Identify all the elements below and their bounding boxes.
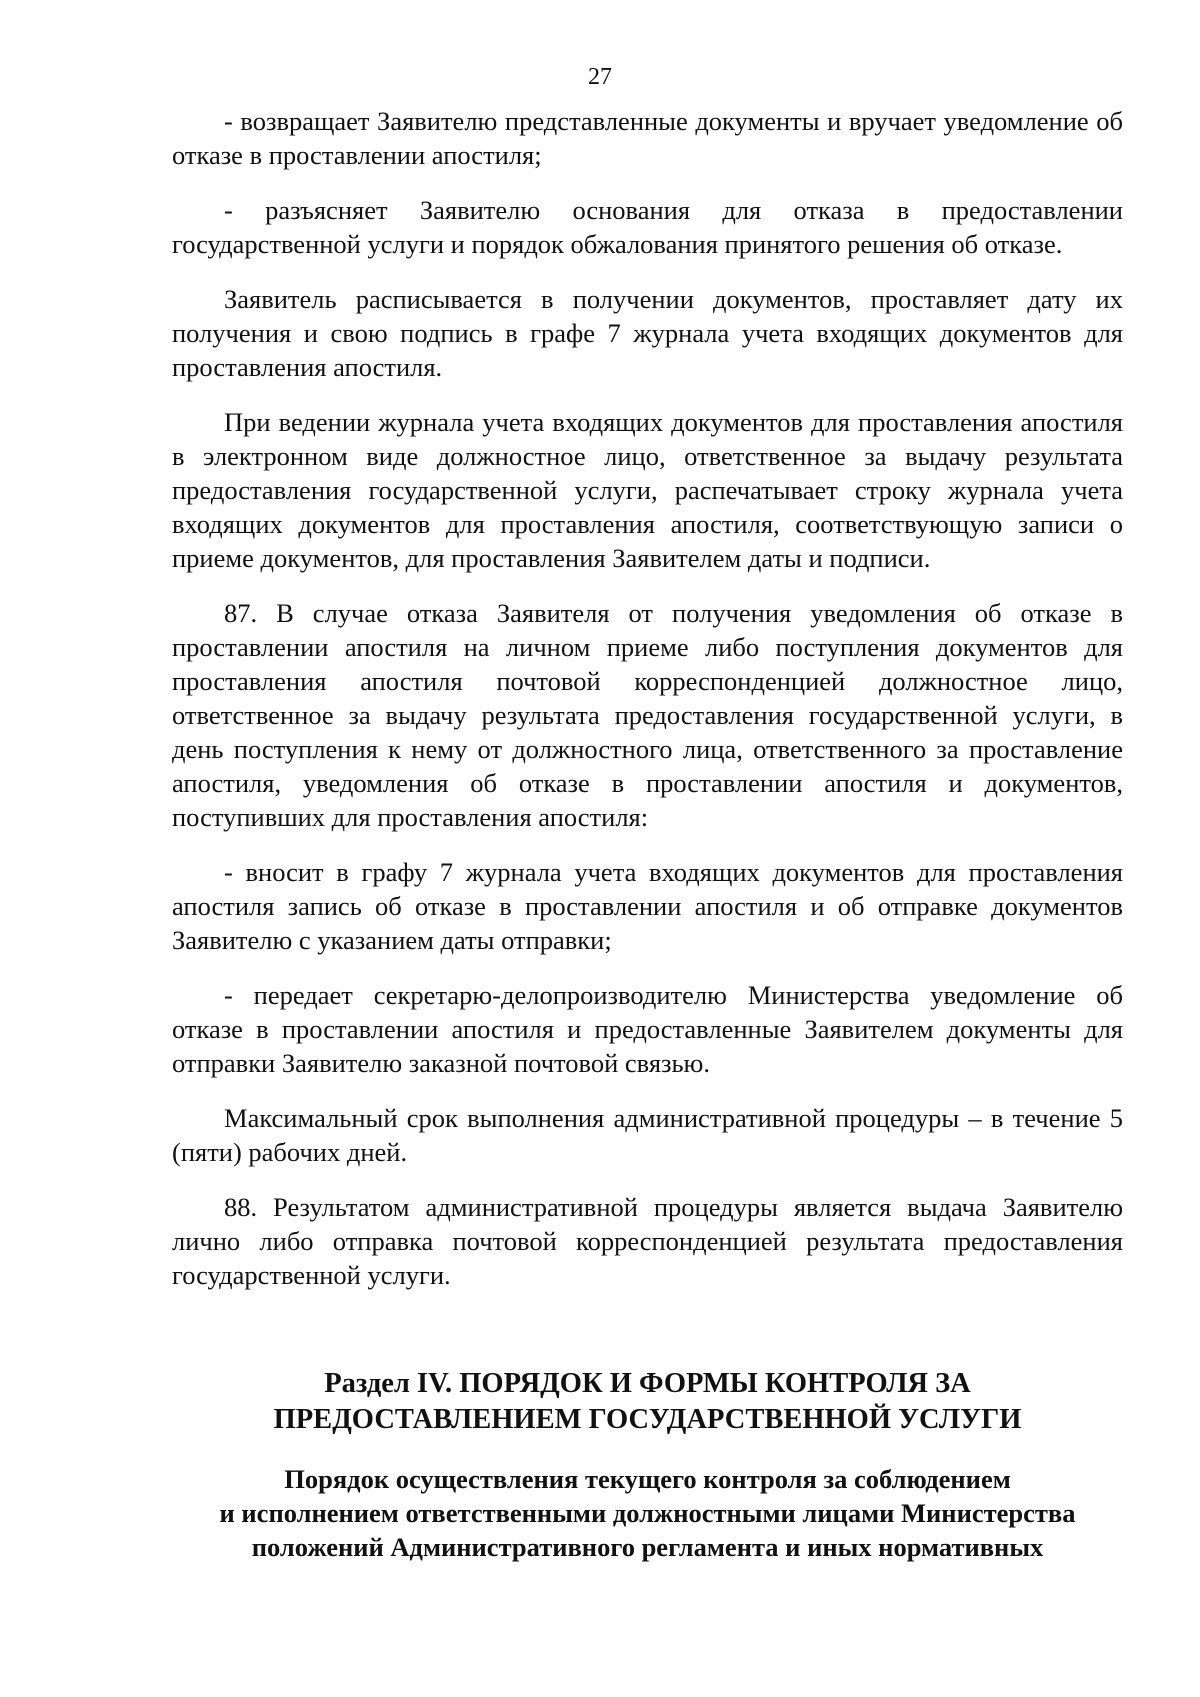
section-heading-line-2: ПРЕДОСТАВЛЕНИЕМ ГОСУДАРСТВЕННОЙ УСЛУГИ [273, 1404, 1022, 1435]
paragraph-electronic-journal: При ведении журнала учета входящих документов для проставления апостиля в электронном виде должностное лицо, ответственное за выдачу результата предоставления государственной услуги, распечатывает строку журнала учета входящих документов для проставления апостиля, соответствующую записи о приеме документов, для проставления Заявителем даты и подписи. [172, 407, 1123, 573]
subsection-heading [172, 1462, 1123, 1564]
subsection-heading-line-1: Порядок осуществления текущего контроля за соблюдением [284, 1464, 1011, 1494]
body-text [172, 104, 1123, 1313]
section-heading [172, 1366, 1123, 1438]
subsection-heading-line-2: и исполнением ответственными должностными лицами Министерства [219, 1498, 1076, 1528]
paragraph-transfers-to-secretary: - передает секретарю-делопроизводителю Министерства уведомление об отказе в проставлении апостиля и предоставленные Заявителем документы для отправки Заявителю заказной почтовой связью. [172, 980, 1123, 1078]
paragraph-88: 88. Результатом административной процедуры является выдача Заявителю лично либо отправка почтовой корреспонденцией результата предоставления государственной услуги. [172, 1192, 1123, 1290]
section-heading-line-1: Раздел IV. ПОРЯДОК И ФОРМЫ КОНТРОЛЯ ЗА [324, 1368, 971, 1399]
subsection-heading-line-3: положений Административного регламента и иных нормативных [251, 1532, 1044, 1562]
paragraph-returns-documents: - возвращает Заявителю представленные документы и вручает уведомление об отказе в проставлении апостиля; [172, 106, 1123, 170]
paragraph-explains-grounds: - разъясняет Заявителю основания для отказа в предоставлении государственной услуги и порядок обжалования принятого решения об отказе. [172, 195, 1123, 259]
page-number: 27 [588, 64, 612, 90]
paragraph-max-term: Максимальный срок выполнения административной процедуры – в течение 5 (пяти) рабочих дней. [172, 1103, 1123, 1167]
paragraph-records-refusal: - вносит в графу 7 журнала учета входящих документов для проставления апостиля запись об отказе в проставлении апостиля и об отправке документов Заявителю с указанием даты отправки; [172, 857, 1123, 955]
paragraph-87: 87. В случае отказа Заявителя от получения уведомления об отказе в проставлении апостиля на личном приеме либо поступления документов для проставления апостиля почтовой корреспонденцией должностное лицо, ответственное за выдачу результата предоставления государственной услуги, в день поступления к нему от должностного лица, ответственного за проставление апостиля, уведомления об отказе в проставлении апостиля и документов, поступивших для проставления апостиля: [172, 598, 1123, 832]
paragraph-applicant-signs: Заявитель расписывается в получении документов, проставляет дату их получения и свою подпись в графе 7 журнала учета входящих документов для проставления апостиля. [172, 284, 1123, 382]
